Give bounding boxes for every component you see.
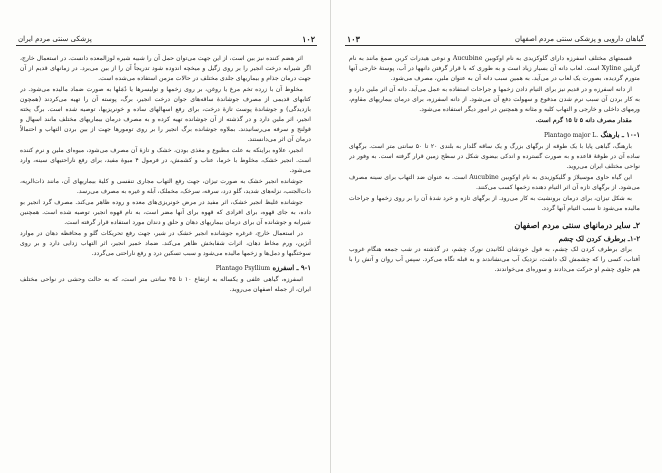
left-paragraph-2: مخلوط آن با زرده تخم مرغ یا روغن، بر روی زخمها و تولیسرها یا دُمَلها به صورت ضماد مالیده می‌شود. در کتابهای قدیمی از مصرف جوشاندهٔ ساقه‌های جوان درخت انجیر، برگ، پوسته آن را تهیه می‌کردند (همچون بازدیدگی) و جوشاندهٔ پوست تازهٔ درخت، برای رفع اسهالهای ساده و خونریزیها، توصیه شده است. برگ پخته انجیر، اثر ملین دارد و در گذشته از آن جوشانده تهیه کرده و به مصرف درمان بیماریهای مختلف مانند اسهال و قولنج و سرفه می‌رسانیدند. بملاوه جوشانده برگ انجیر را بر روی تومورها جهت از بین بردن التهاب و احتمالاً درمان آن اثر می‌دانستند. xyxy=(20,86,311,143)
right-section-heading: ۱۰-۱ ـ بارهنگ Plantago major L. xyxy=(543,131,640,139)
left-paragraph-1: اثر هضم کننده نیز بین است، از این جهت می‌توان حمل آن را شبیه شیره لوزالمعده دانست. در استعمال خارج، اگر شیرابه درخت انجیر را بر روی زگیل و میخچه اندوده شود تدریجاً آن را از بین می‌برد. در زمانهای قدیم از آن جهت درمان جذام و بیماریهای جلدی مختلف در حالات مزمن استفاده می‌شده است. xyxy=(20,55,311,82)
left-section-latin: Plantago Psyllium xyxy=(215,265,271,272)
left-section-heading: ۹-۱ ـ اسفرزه Plantago Psyllium xyxy=(215,264,311,272)
right-section-paragraph-3: به شکل تیزان، برای درمان برونشیت به کار می‌رود. از برگهای تازه و خرد شدهٔ آن را بر روی زخمها و جراحات مالیده می‌شود تا سبب التیام آنها گردد. xyxy=(349,195,640,212)
left-page-body xyxy=(20,54,311,451)
right-section-latin: Plantago major L. xyxy=(543,132,599,139)
left-paragraph-6: در استعمال خارج، غرغره جوشانده انجیر خشک در شیر، جهت رفع تحریکات گلو و محافظه دهان در موارد آنژین، ورم مخاط دهان، اثرات شفابخش ظاهر می‌کند. ضماد خمیر انجیر، اثر التهاب زدایی دارد و بر روی سوختگیها و دمل‌ها و زخمها مالیده می‌شود و سبب تسکین درد و رفع ناراحتی می‌گردد. xyxy=(20,230,311,257)
left-section-number: ۹-۱ xyxy=(300,264,311,272)
right-section-paragraph-2: این گیاه حاوی موسیلاژ و گلیکوزیدی به نام اوکوبین Aucubine است. به عنوان ضد التهاب برای سینه مصرف می‌شود. از برگهای تازه آن اثر التیام دهنده زخمها کسب می‌کنند. xyxy=(349,174,640,191)
left-paragraph-5: جوشانده غلیظ انجیر خشک، اثر مفید در مرض خونریزی‌های معده و روده ظاهر می‌کند. مصرف گرد انجیر بو داده، به جای قهوه، برای افرادی که قهوه برای آنها مضر است، به نام قهوه انجیر، توصیه شده است. همچنین شیرابه و جوشانده آن برای درمان بیماریهای دهان و حلق و دندان مورد استفاده قرار گرفته است. xyxy=(20,199,311,226)
left-section-paragraph-1: اسفرزه، گیاهی علفی و یکساله به ارتفاع ۱۰ تا ۳۵ سانتی متر است، که به حالت وحشی در نواحی مختلف ایران، از جمله اصفهان می‌روید. xyxy=(20,276,311,293)
right-section-paragraph-1: بارهنگ، گیاهی پایا با یک طوقه از برگهای بزرگ و یک ساقه گلدار به بلندی ۲۰ تا ۵۰ سانتی متر است. برگهای ساده آن در طوقهٔ قاعده و به صورت گسترده و اندکی بیضوی شکل در سطح زمین قرار گرفته است. به وفور در نواحی مختلف ایران می‌روید. xyxy=(349,143,640,170)
right-page xyxy=(331,0,662,473)
right-paragraph-1: قسمتهای مختلف اسفرزه دارای گلوکزیدی به نام اوکوبین Aucubine و نوعی هیدرات کربن صمغ مانند به نام گزیلین Xyline است. لعاب دانه آن بسیار زیاد است و به طوری که با قرار گرفتن دانهها در آب، پوستهٔ خارجی آنها متورم گردیده، بصورت یک لعاب در می‌آید. به همین سبب دانه آن به عنوان ملین، مصرف می‌شود. xyxy=(349,55,640,82)
right-section-title: بارهنگ xyxy=(600,131,620,139)
right-section-number: ۱۰-۱ xyxy=(626,131,640,139)
right-dosage-line: مقدار مصرف دانه ۵ تا ۱۵ گرم است. xyxy=(535,117,632,124)
left-section-title: اسفرزه xyxy=(272,264,295,272)
left-paragraph-4: جوشانده انجیر خشک به صورت تیزان، جهت رفع التهاب مجاری تنفسی و کلیهٔ بیماریهای آن، مانند ذات‌الریه، ذات‌الجنب، نزله‌های شدید، گلو درد، سرفه، سرخک، مخملک، آبله و غیره به مصرف می‌رسد. xyxy=(20,178,311,195)
right-paragraph-2: از دانه اسفرزه و در قدیم نیز برای التیام دادن زخمها و جراحات استفاده به عمل می‌آید. دانه آن اثر ملین دارد و به کار بردن آن سبب نرم شدن مدفوع و سهولت دفع آن می‌شود. از دانه اسفرزه، برای درمان بیماریهای مقاوم، ورمهای داخلی و خارجی و التهاب کلیه و مثانه و همچنین در امور دیگر استفاده می‌شود. xyxy=(349,86,640,113)
right-page-number: ۱۰۳ xyxy=(347,34,360,44)
left-page-header xyxy=(16,32,317,46)
left-page-number: ۱۰۲ xyxy=(302,34,315,44)
right-running-title: گیاهان دارویی و پزشکی سنتی مردم اصفهان xyxy=(514,35,644,43)
left-running-title: پزشکی سنتی مردم ایران xyxy=(18,35,92,43)
right-page-header xyxy=(345,32,646,46)
right-major-heading: ۲ـ سایر درمانهای سنتی مردم اصفهان xyxy=(514,220,640,230)
right-subsection-paragraph-1: برای برطرف کردن لک چشم، به قول خودشان لکانیدن نورک چشم، در گذشته در شب جمعه هنگام غروب آفتاب، کسی را که چشمش لک داشت، نزدیک آب می‌نشاندند و به قبله نگاه می‌کرد. سپس آب روان و آتش را با هم جلوی چشم او حرکت می‌دادند و سوره‌ای می‌خواندند. xyxy=(349,246,640,273)
left-paragraph-3: انجیر، علاوه براینکه به علت مطبوع و مغذی بودن، خشک و تازهٔ آن مصرف می‌شود، میوه‌ای ملین و نرم کننده است. انجیر خشک، مخلوط با خرما، عناب و کشمش، در فرمول ۴ میوهٔ مفید، برای رفع ناراحتیهای سینه، وارد می‌شود. xyxy=(20,147,311,174)
right-subsection-heading: ۱-۲ـ برطرف کردن لک چشم xyxy=(558,235,640,243)
right-page-body xyxy=(349,54,640,451)
